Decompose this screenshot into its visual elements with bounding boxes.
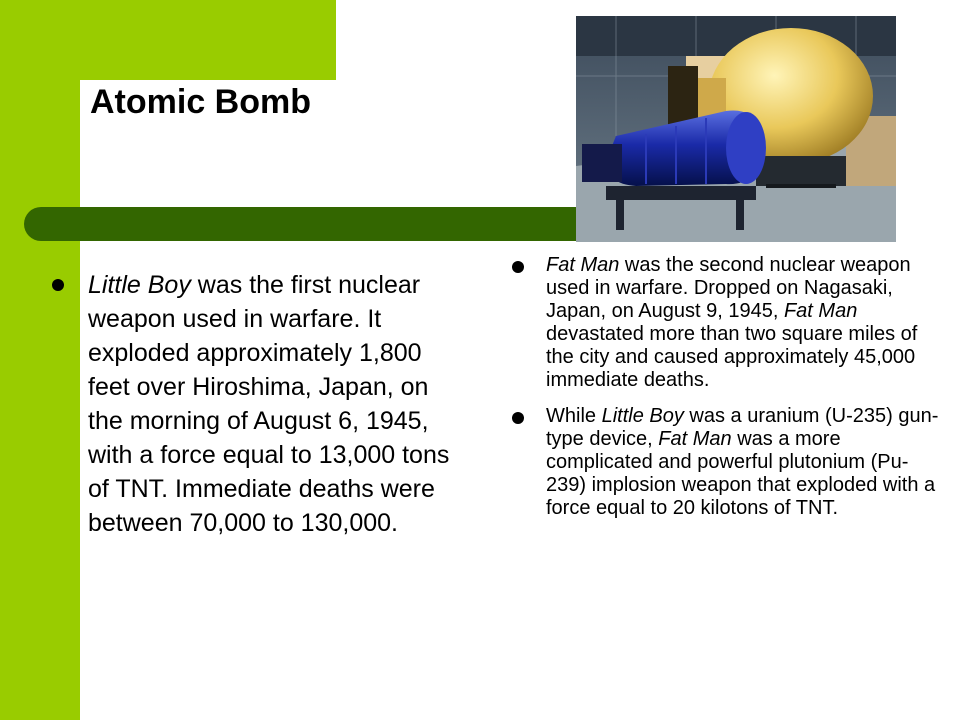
- bullet-text: was a more complicated and powerful plutonium (Pu-239) implosion weapon that exploded with a force equal to 20 kilotons of TNT.: [546, 428, 936, 519]
- title-divider-bar: [24, 207, 584, 241]
- bullet-text: devastated more than two square miles of the city and caused approximately 45,000 immediate deaths.: [546, 323, 918, 391]
- bullet-text: While: [546, 405, 602, 427]
- bullet-dot: [52, 279, 64, 291]
- ref-fat-man: Fat Man: [546, 254, 620, 276]
- bullet-text: was the first nuclear weapon used in warfare. It exploded approximately 1,800 feet over Hiroshima, Japan, on the morning of August 6, 1945, with a force equal to 13,000 tons of TNT. Immediate deaths were between 70,000 to 130,000.: [88, 271, 450, 537]
- body-right: [512, 254, 942, 533]
- ref-little-boy: Little Boy: [601, 405, 684, 427]
- bullet-comparison: [512, 405, 942, 520]
- bullet-dot: [512, 261, 524, 273]
- bullet-fat-man: [512, 254, 942, 392]
- bomb-photo: [576, 16, 896, 242]
- bullet-text: was a uranium (U-235) gun-type device,: [546, 405, 939, 450]
- bullet-text: was the second nuclear weapon used in warfare. Dropped on Nagasaki, Japan, on August 9, 1945,: [546, 254, 911, 322]
- ref-fat-man: Fat Man: [658, 428, 732, 450]
- ref-little-boy: Little Boy: [88, 271, 191, 299]
- accent-band-top: [0, 0, 336, 80]
- bullet-dot: [512, 412, 524, 424]
- slide-title: Atomic Bomb: [90, 83, 311, 121]
- body-left: [52, 268, 470, 540]
- ref-fat-man: Fat Man: [783, 300, 858, 322]
- bullet-little-boy: [52, 268, 470, 540]
